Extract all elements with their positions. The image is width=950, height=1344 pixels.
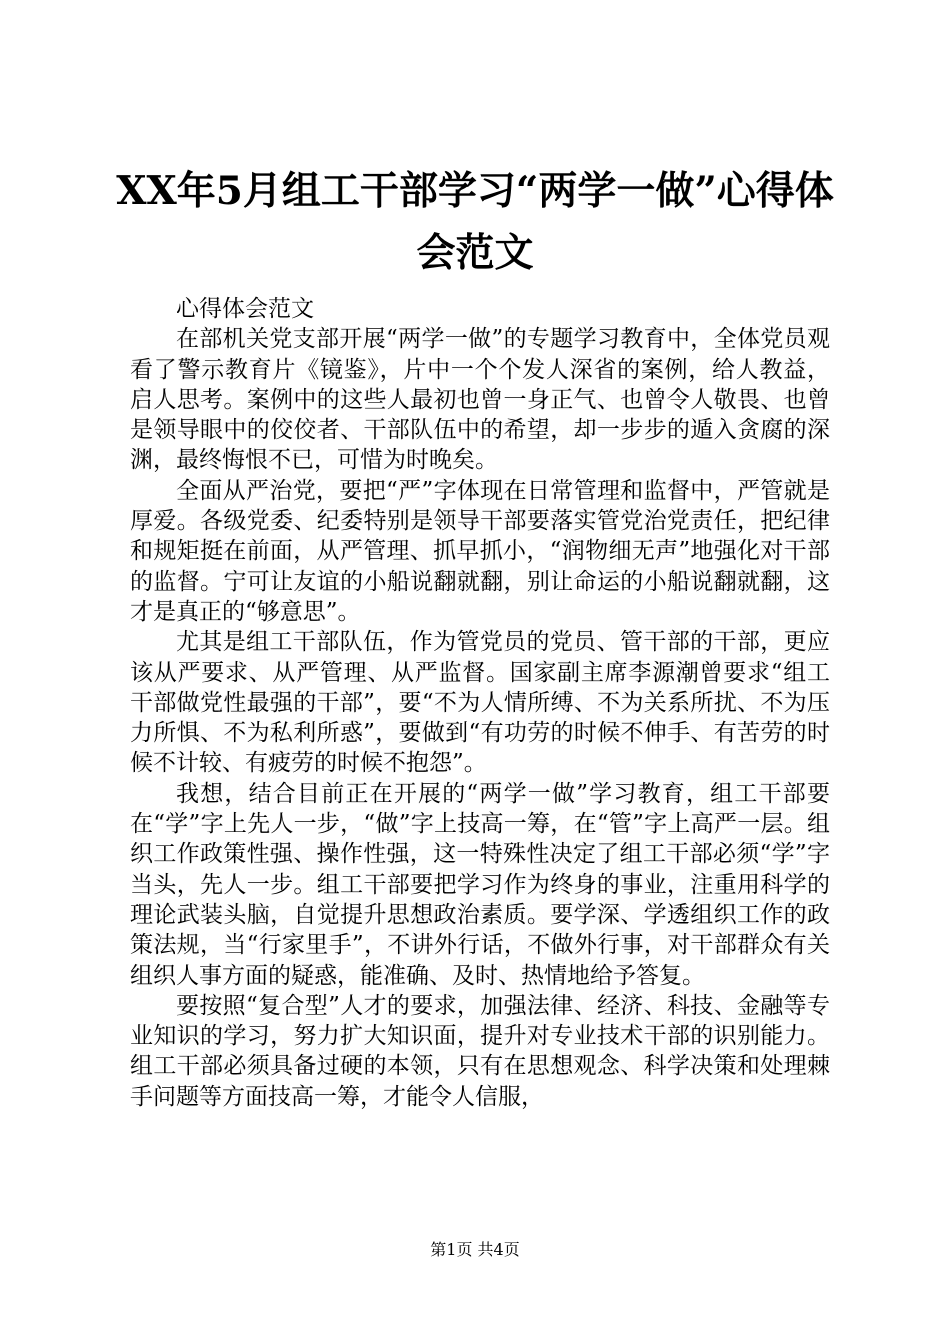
paragraph-subtitle: 心得体会范文 <box>176 296 314 322</box>
paragraph: 要按照“复合型”人才的要求，加强法律、经济、科技、金融等专业知识的学习，努力扩大知识面，提升对专业技术干部的识别能力。组工干部必须具备过硬的本领，只有在思想观念、科学决策和处理棘手问题等方面技高一筹，才能令人信服， <box>130 992 830 1110</box>
paragraph: 全面从严治党，要把“严”字体现在日常管理和监督中，严管就是厚爱。各级党委、纪委特别是领导干部要落实管党治党责任，把纪律和规矩挺在前面，从严管理、抓早抓小，“润物细无声”地强化对干部的监督。宁可让友谊的小船说翻就翻，别让命运的小船说翻就翻，这才是真正的“够意思”。 <box>130 477 830 625</box>
page-footer: 第1页 共4页 <box>430 1240 520 1259</box>
paragraph: 在部机关党支部开展“两学一做”的专题学习教育中，全体党员观看了警示教育片《镜鉴》，片中一个个发人深省的案例，给人教益，启人思考。案例中的这些人最初也曾一身正气、也曾令人敬畏、也曾是领导眼中的佼佼者、干部队伍中的希望，却一步步的遁入贪腐的深渊，最终悔恨不已，可惜为时晚矣。 <box>130 326 830 474</box>
paragraph: 我想，结合目前正在开展的“两学一做”学习教育，组工干部要在“学”字上先人一步，“做”字上技高一筹，在“管”字上高严一层。组织工作政策性强、操作性强，这一特殊性决定了组工干部必须“学”字当头，先人一步。组工干部要把学习作为终身的事业，注重用科学的理论武装头脑，自觉提升思想政治素质。要学深、学透组织工作的政策法规，当“行家里手”，不讲外行话，不做外行事，对干部群众有关组织人事方面的疑惑，能准确、及时、热情地给予答复。 <box>130 780 830 989</box>
paragraph: 尤其是组工干部队伍，作为管党员的党员、管干部的干部，更应该从严要求、从严管理、从严监督。国家副主席李源潮曾要求“组工干部做党性最强的干部”，要“不为人情所缚、不为关系所扰、不为压力所惧、不为私利所惑”，要做到“有功劳的时候不伸手、有苦劳的时候不计较、有疲劳的时候不抱怨”。 <box>130 629 830 777</box>
document-title: XX年5月组工干部学习“两学一做”心得体会范文 <box>116 168 834 276</box>
document-body <box>130 294 830 1112</box>
